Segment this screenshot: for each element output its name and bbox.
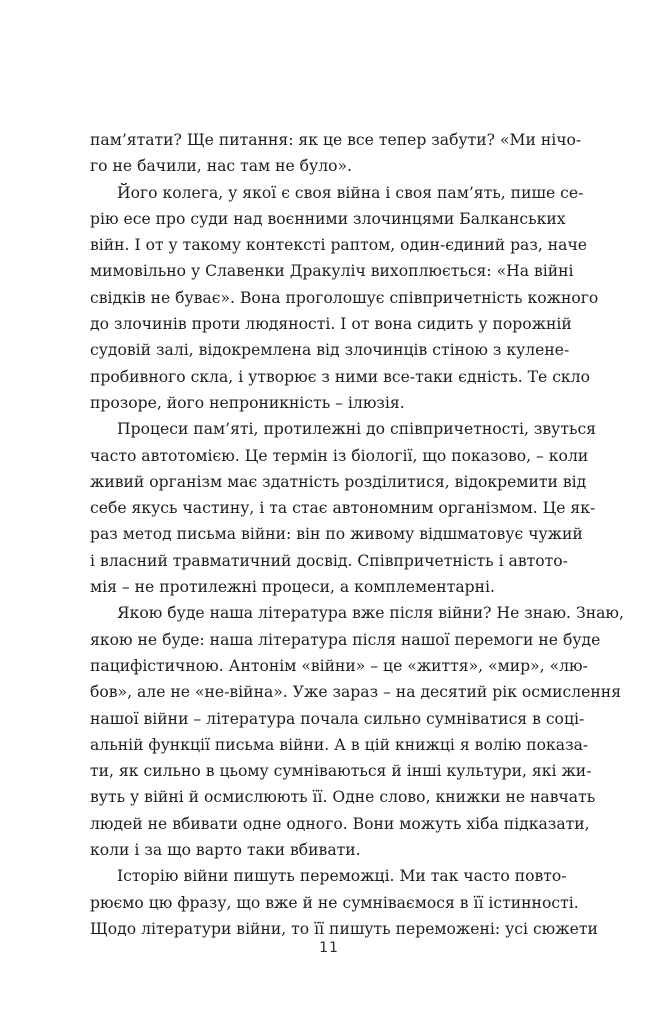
text-line: рюємо цю фразу, що вже й не сумніваємося в її істинності.: [90, 893, 579, 912]
text-line: Його колега, у якої є своя війна і своя пам’ять, пише се-: [117, 183, 584, 202]
text-line: людей не вбивати одне одного. Вони можуть хіба підказати,: [90, 814, 590, 833]
text-line: себе якусь частину, і та стає автономним організмом. Це як-: [90, 499, 596, 518]
paragraph: [90, 863, 598, 942]
text-line: вуть у війні й осмислюють її. Одне слово, книжки не навчать: [90, 788, 596, 807]
text-line: Процеси пам’яті, протилежні до співпричетності, звуться: [117, 420, 597, 439]
paragraph: [90, 180, 599, 417]
text-line: раз метод письма війни: він по живому відшматовує чужий: [90, 525, 583, 544]
text-line: альній функції письма війни. А в цій книжці я волію показа-: [90, 735, 589, 754]
text-line: ти, як сильно в цьому сумніваються й інші культури, які жи-: [90, 762, 592, 781]
text-line: Історію війни пишуть переможці. Ми так часто повто-: [117, 867, 567, 886]
text-line: мія – не протилежні процеси, а комплементарні.: [90, 578, 495, 597]
text-line: го не бачили, нас там не було».: [90, 157, 353, 176]
text-line: Щодо літератури війни, то її пишуть переможені: усі сюжети: [90, 919, 598, 938]
paragraph: [90, 600, 624, 863]
text-line: Якою буде наша література вже після війни? Не знаю. Знаю,: [117, 604, 624, 623]
text-line: прозоре, його непроникність – ілюзія.: [90, 393, 405, 412]
body-text: [90, 127, 624, 942]
text-line: якою не буде: наша література після нашої перемоги не буде: [90, 630, 601, 649]
text-line: судовій залі, відокремлена від злочинців стіною з кулене-: [90, 341, 570, 360]
text-line: нашої війни – література почала сильно сумніватися в соці-: [90, 709, 585, 728]
text-line: і власний травматичний досвід. Співпричетність і автото-: [90, 551, 568, 570]
page-number: 11: [319, 940, 339, 956]
paragraph: [90, 416, 597, 600]
text-line: пам’ятати? Ще питання: як це все тепер забути? «Ми нічо-: [90, 131, 582, 149]
paragraph: [90, 127, 582, 180]
text-line: живий організм має здатність розділитися, відокремити від: [90, 472, 587, 491]
text-line: пацифістичною. Антонім «війни» – це «життя», «мир», «лю-: [90, 656, 588, 675]
text-line: війн. І от у такому контексті раптом, один-єдиний раз, наче: [90, 236, 588, 255]
text-line: бов», але не «не-війна». Уже зараз – на десятий рік осмислення: [90, 683, 622, 702]
text-line: рію есе про суди над воєнними злочинцями Балканських: [90, 209, 566, 228]
text-line: свідків не буває». Вона проголошує співпричетність кожного: [90, 288, 599, 307]
text-line: коли і за що варто таки вбивати.: [90, 841, 361, 860]
text-line: мимовільно у Славенки Дракуліч вихоплюється: «На війні: [90, 262, 574, 281]
text-line: до злочинів проти людяності. І от вона сидить у порожній: [90, 315, 572, 334]
text-line: пробивного скла, і утворює з ними все-таки єдність. Те скло: [90, 367, 590, 386]
text-line: часто автотомією. Це термін із біології, що показово, – коли: [90, 446, 589, 465]
